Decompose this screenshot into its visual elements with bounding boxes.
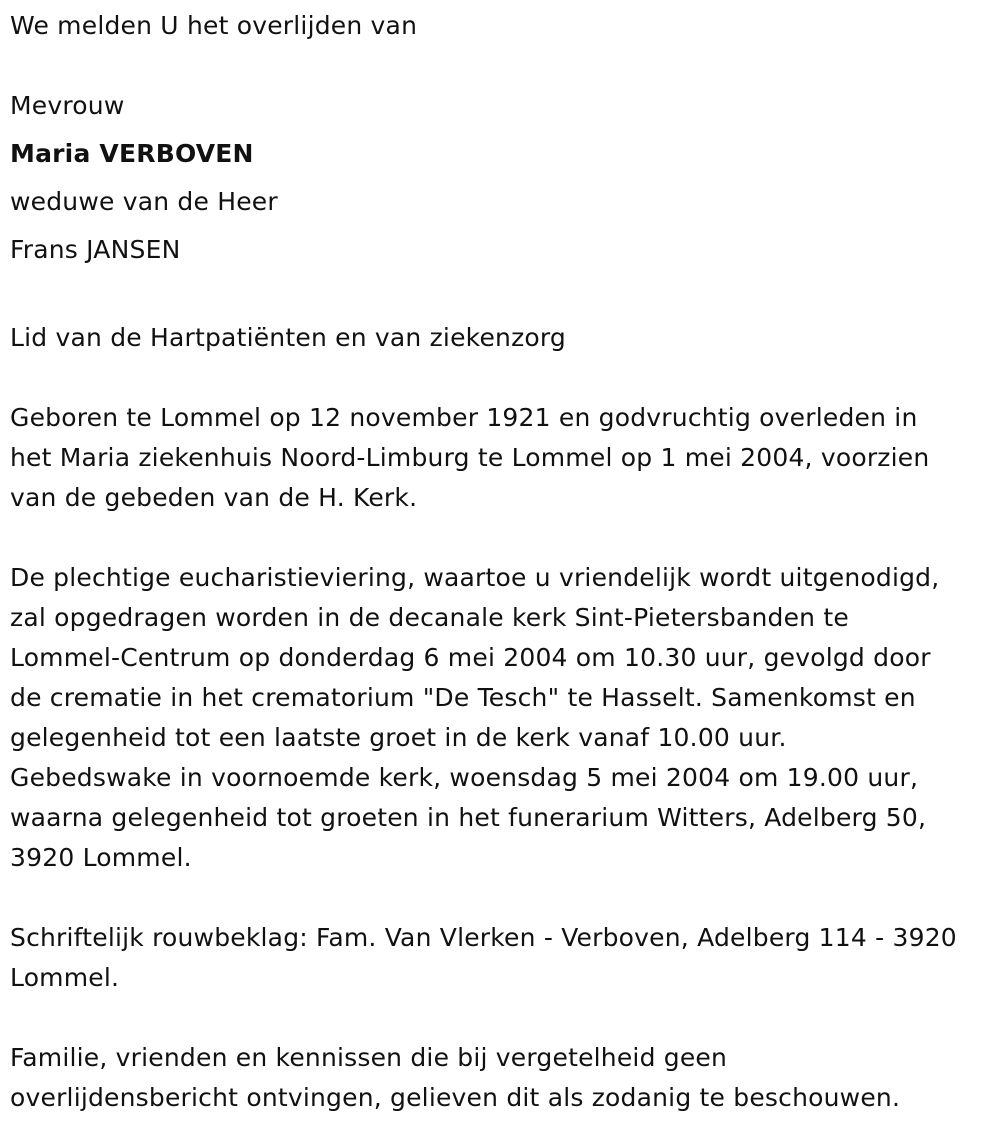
paragraph-line: 3920 Lommel. xyxy=(10,843,192,872)
title-text: Mevrouw xyxy=(10,91,125,120)
paragraph-line: van de gebeden van de H. Kerk. xyxy=(10,483,418,512)
membership-text: Lid van de Hartpatiënten en van ziekenzorg xyxy=(10,323,566,352)
spacer xyxy=(10,46,995,86)
relation-text: weduwe van de Heer xyxy=(10,187,278,216)
paragraph-line: overlijdensbericht ontvingen, gelieven dit als zodanig te beschouwen. xyxy=(10,1083,901,1112)
spacer xyxy=(10,278,995,318)
paragraph-line: De plechtige eucharistieviering, waartoe u vriendelijk wordt uitgenodigd, xyxy=(10,563,940,592)
paragraph-line: Familie, vrienden en kennissen die bij vergetelheid geen xyxy=(10,1043,728,1072)
spacer xyxy=(10,358,995,398)
paragraph-line: de crematie in het crematorium "De Tesch" te Hasselt. Samenkomst en xyxy=(10,683,916,712)
spacer xyxy=(10,998,995,1038)
paragraph-line: het Maria ziekenhuis Noord-Limburg te Lommel op 1 mei 2004, voorzien xyxy=(10,443,930,472)
intro-text: We melden U het overlijden van xyxy=(10,11,418,40)
spouse-name: Frans JANSEN xyxy=(10,235,181,264)
birth-paragraph xyxy=(10,398,995,518)
paragraph-line: Geboren te Lommel op 12 november 1921 en godvruchtig overleden in xyxy=(10,403,918,432)
paragraph-line: waarna gelegenheid tot groeten in het funerarium Witters, Adelberg 50, xyxy=(10,803,927,832)
paragraph-line: zal opgedragen worden in de decanale kerk Sint-Pietersbanden te xyxy=(10,603,849,632)
deceased-name: Maria VERBOVEN xyxy=(10,139,254,168)
paragraph-line: Gebedswake in voornoemde kerk, woensdag 5 mei 2004 om 19.00 uur, xyxy=(10,763,919,792)
paragraph-line: Lommel-Centrum op donderdag 6 mei 2004 om 10.30 uur, gevolgd door xyxy=(10,643,931,672)
paragraph-line: Schriftelijk rouwbeklag: Fam. Van Vlerken - Verboven, Adelberg 114 - 3920 xyxy=(10,923,957,952)
paragraph-line: gelegenheid tot een laatste groet in de kerk vanaf 10.00 uur. xyxy=(10,723,787,752)
obituary-document xyxy=(10,6,995,1118)
spacer xyxy=(10,878,995,918)
closing-paragraph xyxy=(10,1038,995,1118)
condolence-paragraph xyxy=(10,918,995,998)
paragraph-line: Lommel. xyxy=(10,963,120,992)
spacer xyxy=(10,518,995,558)
ceremony-paragraph xyxy=(10,558,995,878)
